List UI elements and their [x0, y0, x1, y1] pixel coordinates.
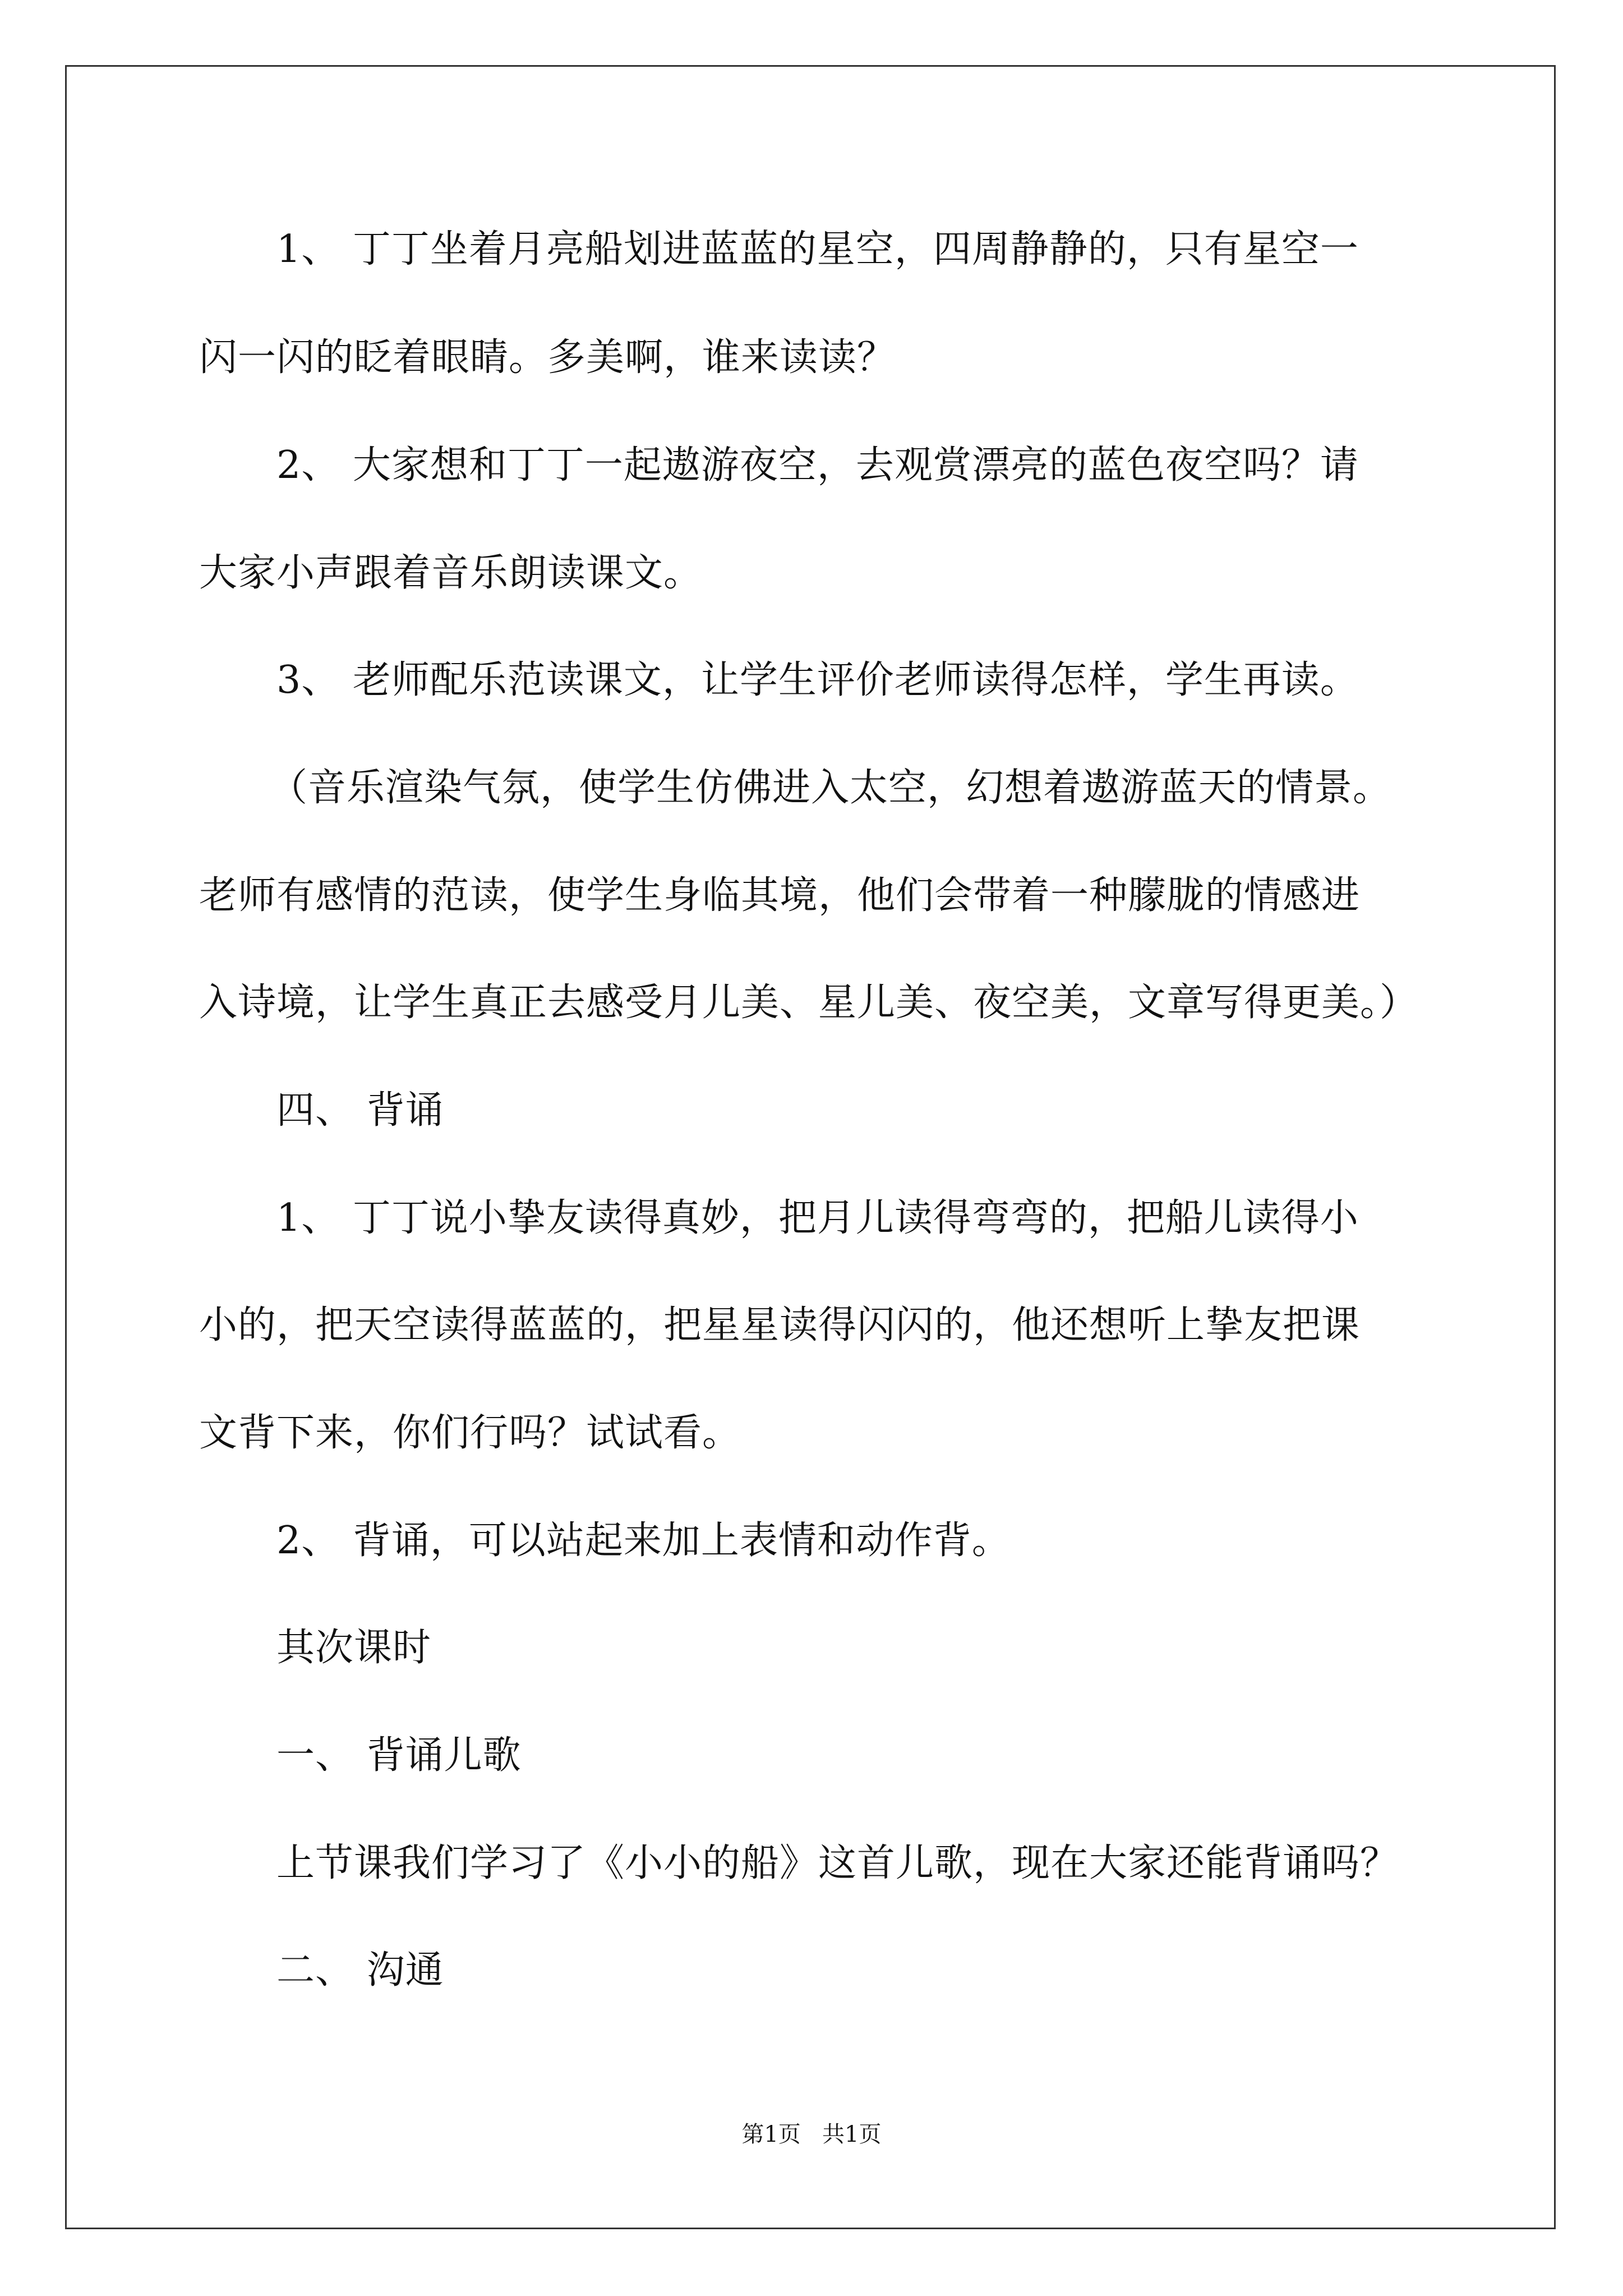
- paragraph-line: 3、 老师配乐范读课文，让学生评价老师读得怎样，学生再读。: [276, 658, 1359, 702]
- page-border: [65, 65, 1556, 2229]
- paragraph-line: 1、 丁丁坐着月亮船划进蓝蓝的星空，四周静静的，只有星空一: [276, 227, 1359, 272]
- paragraph-line: 小的，把天空读得蓝蓝的，把星星读得闪闪的，他还想听上挚友把课: [199, 1303, 1361, 1347]
- paragraph-line: 大家小声跟着音乐朗读课文。: [199, 551, 703, 595]
- paragraph-line: （音乐渲染气氛，使学生仿佛进入太空，幻想着遨游蓝天的情景。: [269, 766, 1392, 810]
- paragraph-line: 老师有感情的范读，使学生身临其境，他们会带着一种朦胧的情感进: [199, 873, 1361, 918]
- paragraph-line: 其次课时: [276, 1626, 432, 1670]
- page-number-footer: 第1页 共1页: [741, 2122, 882, 2147]
- paragraph-line: 上节课我们学习了《小小的船》这首儿歌，现在大家还能背诵吗？: [276, 1841, 1399, 1885]
- paragraph-line: 四、 背诵: [276, 1088, 444, 1133]
- paragraph-line: 2、 大家想和丁丁一起遨游夜空，去观赏漂亮的蓝色夜空吗？请: [276, 443, 1359, 487]
- paragraph-line: 二、 沟通: [276, 1948, 444, 1993]
- paragraph-line: 文背下来，你们行吗？试试看。: [199, 1411, 741, 1455]
- paragraph-line: 入诗境，让学生真正去感受月儿美、星儿美、夜空美，文章写得更美。）: [199, 981, 1419, 1025]
- paragraph-line: 1、 丁丁说小挚友读得真妙，把月儿读得弯弯的，把船儿读得小: [276, 1196, 1359, 1240]
- paragraph-line: 2、 背诵，可以站起来加上表情和动作背。: [276, 1519, 1011, 1563]
- paragraph-line: 一、 背诵儿歌: [276, 1733, 522, 1778]
- paragraph-line: 闪一闪的眨着眼睛。多美啊，谁来读读？: [199, 335, 896, 380]
